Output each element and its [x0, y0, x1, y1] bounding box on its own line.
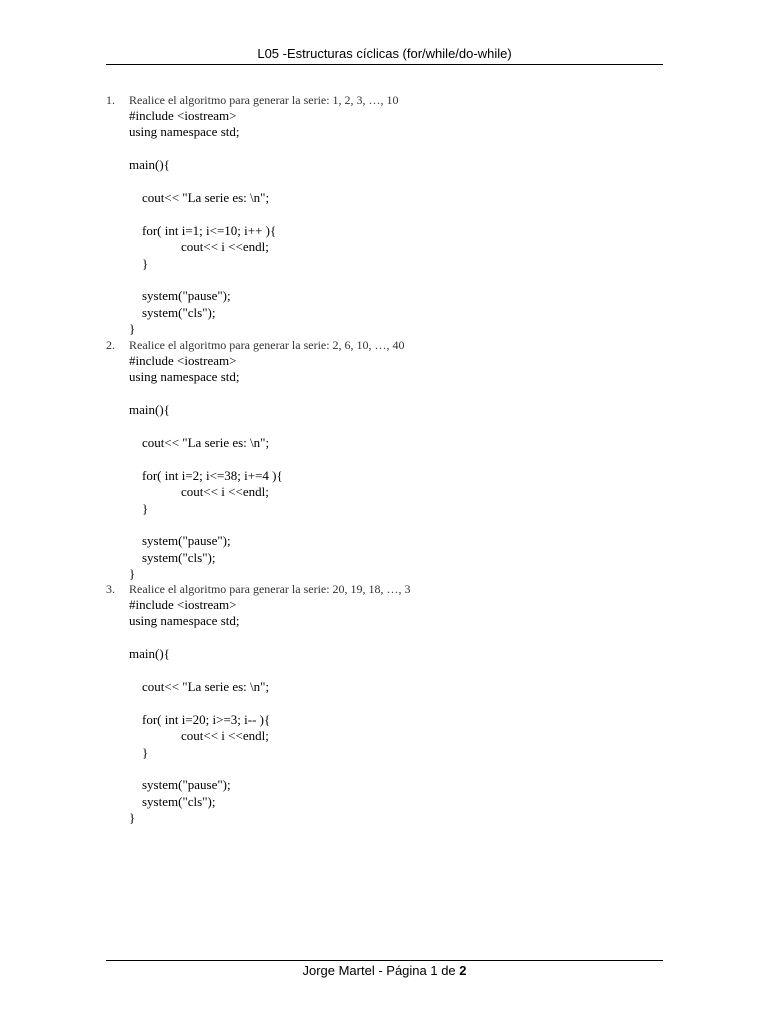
code-line: [129, 451, 283, 467]
code-line: for( int i=20; i>=3; i-- ){: [129, 711, 271, 727]
code-line: cout<< i <<endl;: [129, 239, 269, 255]
code-line: for( int i=1; i<=10; i++ ){: [129, 222, 277, 238]
code-line: [129, 141, 276, 157]
code-line: [129, 386, 283, 402]
code-block: [129, 597, 270, 826]
code-line: }: [129, 500, 149, 516]
code-line: system("pause");: [129, 777, 231, 793]
code-line: #include <iostream>: [129, 108, 237, 123]
code-line: using namespace std;: [129, 613, 240, 629]
code-line: using namespace std;: [129, 369, 240, 385]
code-line: cout<< "La serie es: \n";: [129, 434, 270, 450]
code-line: system("cls");: [129, 304, 216, 320]
exercise-prompt: Realice el algoritmo para generar la serie: 2, 6, 10, …, 40: [129, 338, 405, 352]
exercise-prompt: Realice el algoritmo para generar la serie: 1, 2, 3, …, 10: [129, 93, 399, 107]
code-line: cout<< i <<endl;: [129, 484, 269, 500]
code-line: }: [129, 566, 136, 582]
code-line: system("cls");: [129, 793, 216, 809]
code-line: [129, 419, 283, 435]
code-line: cout<< "La serie es: \n";: [129, 189, 270, 205]
code-line: }: [129, 810, 136, 826]
code-line: system("pause");: [129, 533, 231, 549]
page-header-title: L05 -Estructuras cíclicas (for/while/do-while): [257, 46, 512, 61]
code-line: system("pause");: [129, 288, 231, 304]
code-line: [129, 272, 276, 288]
exercise-number: 3.: [106, 582, 115, 596]
code-line: main(){: [129, 646, 170, 662]
code-line: [129, 663, 270, 679]
exercise-number: 2.: [106, 338, 115, 352]
code-line: [129, 206, 276, 222]
code-line: using namespace std;: [129, 124, 240, 140]
footer-total-pages: 2: [459, 963, 467, 978]
code-line: main(){: [129, 402, 170, 418]
code-line: #include <iostream>: [129, 353, 237, 368]
code-line: for( int i=2; i<=38; i+=4 ){: [129, 467, 283, 483]
code-line: }: [129, 255, 149, 271]
code-line: #include <iostream>: [129, 597, 237, 612]
code-line: [129, 517, 283, 533]
code-line: [129, 695, 270, 711]
exercise-number: 1.: [106, 93, 115, 107]
code-line: main(){: [129, 157, 170, 173]
code-line: [129, 174, 276, 190]
code-block: [129, 108, 276, 337]
page-footer: [106, 962, 663, 980]
code-line: }: [129, 321, 136, 337]
footer-divider: [106, 960, 663, 961]
code-line: cout<< "La serie es: \n";: [129, 678, 270, 694]
code-line: cout<< i <<endl;: [129, 728, 269, 744]
code-line: [129, 761, 270, 777]
code-line: [129, 630, 270, 646]
exercise-prompt: Realice el algoritmo para generar la serie: 20, 19, 18, …, 3: [129, 582, 411, 596]
header-divider: [106, 64, 663, 65]
code-line: }: [129, 744, 149, 760]
code-block: [129, 353, 283, 582]
footer-author-page: Jorge Martel - Página 1 de: [302, 963, 460, 978]
code-line: system("cls");: [129, 549, 216, 565]
